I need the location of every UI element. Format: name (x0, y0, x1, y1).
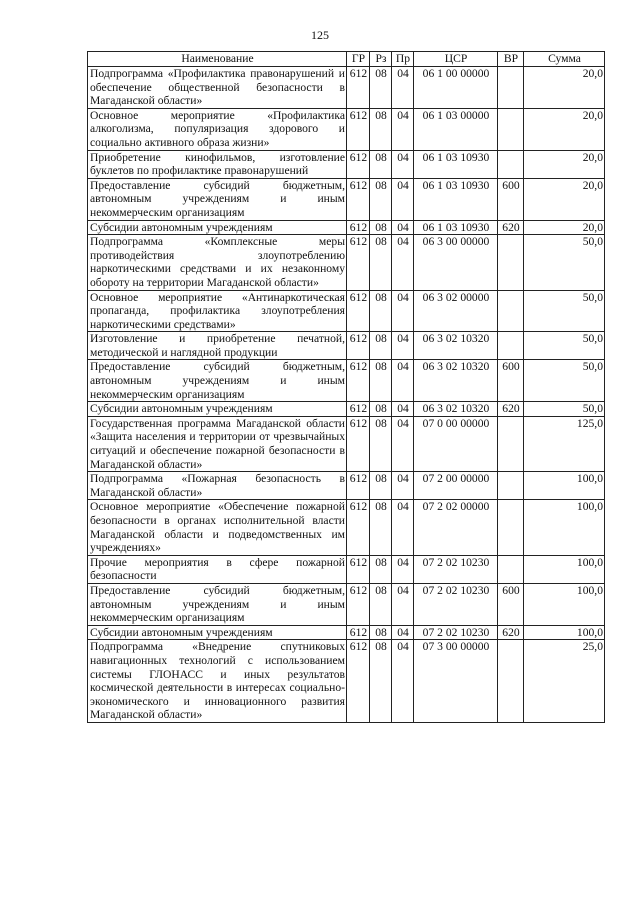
cell-csr: 07 2 00 00000 (414, 472, 498, 500)
cell-rz: 08 (370, 108, 392, 150)
cell-sum: 100,0 (524, 472, 605, 500)
cell-vr (498, 235, 524, 290)
cell-csr: 07 2 02 00000 (414, 500, 498, 555)
cell-pr: 04 (392, 178, 414, 220)
cell-name: Подпрограмма «Пожарная безопасность в Магаданской области» (88, 472, 347, 500)
cell-sum: 100,0 (524, 555, 605, 583)
cell-vr (498, 640, 524, 723)
page-number: 125 (311, 28, 329, 42)
cell-gr: 612 (347, 108, 370, 150)
cell-vr (498, 108, 524, 150)
cell-pr: 04 (392, 583, 414, 625)
cell-sum: 50,0 (524, 360, 605, 402)
table-row (88, 472, 605, 500)
cell-sum: 50,0 (524, 235, 605, 290)
table-row (88, 402, 605, 417)
cell-name: Предоставление субсидий бюджетным, автономным учреждениям и иным некоммерческим организациям (88, 178, 347, 220)
cell-name: Предоставление субсидий бюджетным, автономным учреждениям и иным некоммерческим организациям (88, 583, 347, 625)
cell-csr: 07 3 00 00000 (414, 640, 498, 723)
cell-pr: 04 (392, 416, 414, 471)
cell-sum: 100,0 (524, 583, 605, 625)
cell-rz: 08 (370, 640, 392, 723)
cell-rz: 08 (370, 178, 392, 220)
cell-rz: 08 (370, 416, 392, 471)
cell-pr: 04 (392, 220, 414, 235)
cell-name: Субсидии автономным учреждениям (88, 402, 347, 417)
cell-csr: 07 2 02 10230 (414, 625, 498, 640)
table-row (88, 150, 605, 178)
cell-rz: 08 (370, 472, 392, 500)
cell-gr: 612 (347, 67, 370, 109)
cell-name: Прочие мероприятия в сфере пожарной безопасности (88, 555, 347, 583)
cell-vr: 620 (498, 402, 524, 417)
table-row (88, 583, 605, 625)
cell-vr (498, 332, 524, 360)
cell-rz: 08 (370, 360, 392, 402)
cell-gr: 612 (347, 625, 370, 640)
table-row (88, 235, 605, 290)
cell-name: Основное мероприятие «Обеспечение пожарной безопасности в органах исполнительной власти Магаданской области и подведомственных им учреждениях» (88, 500, 347, 555)
cell-csr: 06 1 03 10930 (414, 220, 498, 235)
budget-table (87, 51, 605, 723)
cell-name: Субсидии автономным учреждениям (88, 625, 347, 640)
cell-pr: 04 (392, 555, 414, 583)
cell-rz: 08 (370, 220, 392, 235)
table-row (88, 290, 605, 332)
cell-sum: 50,0 (524, 290, 605, 332)
cell-pr: 04 (392, 360, 414, 402)
cell-sum: 100,0 (524, 500, 605, 555)
cell-name: Основное мероприятие «Профилактика алкоголизма, популяризация здорового и социально активного образа жизни» (88, 108, 347, 150)
table-row (88, 416, 605, 471)
cell-csr: 06 1 00 00000 (414, 67, 498, 109)
cell-pr: 04 (392, 67, 414, 109)
cell-gr: 612 (347, 555, 370, 583)
table-row (88, 360, 605, 402)
cell-csr: 06 3 02 10320 (414, 402, 498, 417)
cell-csr: 06 3 02 10320 (414, 360, 498, 402)
cell-gr: 612 (347, 290, 370, 332)
cell-gr: 612 (347, 150, 370, 178)
cell-vr (498, 555, 524, 583)
cell-sum: 125,0 (524, 416, 605, 471)
cell-name: Государственная программа Магаданской области «Защита населения и территории от чрезвычайных ситуаций и обеспечение пожарной безопасности в Магаданской области» (88, 416, 347, 471)
cell-csr: 06 3 02 10320 (414, 332, 498, 360)
cell-pr: 04 (392, 290, 414, 332)
table-row (88, 220, 605, 235)
cell-vr (498, 416, 524, 471)
cell-sum: 20,0 (524, 220, 605, 235)
cell-vr (498, 67, 524, 109)
header-pr: Пр (392, 52, 414, 67)
cell-csr: 06 1 03 10930 (414, 150, 498, 178)
table-row (88, 178, 605, 220)
cell-rz: 08 (370, 235, 392, 290)
header-name: Наименование (88, 52, 347, 67)
cell-name: Предоставление субсидий бюджетным, автономным учреждениям и иным некоммерческим организациям (88, 360, 347, 402)
cell-csr: 06 3 02 00000 (414, 290, 498, 332)
cell-sum: 100,0 (524, 625, 605, 640)
cell-csr: 06 1 03 00000 (414, 108, 498, 150)
table-row (88, 555, 605, 583)
table-row (88, 500, 605, 555)
cell-gr: 612 (347, 220, 370, 235)
cell-rz: 08 (370, 150, 392, 178)
cell-vr (498, 150, 524, 178)
cell-vr (498, 472, 524, 500)
cell-gr: 612 (347, 583, 370, 625)
header-gr: ГР (347, 52, 370, 67)
cell-pr: 04 (392, 500, 414, 555)
cell-csr: 07 2 02 10230 (414, 555, 498, 583)
cell-vr: 600 (498, 360, 524, 402)
cell-rz: 08 (370, 500, 392, 555)
table-row (88, 67, 605, 109)
cell-sum: 50,0 (524, 402, 605, 417)
cell-rz: 08 (370, 555, 392, 583)
cell-pr: 04 (392, 150, 414, 178)
cell-gr: 612 (347, 416, 370, 471)
cell-gr: 612 (347, 640, 370, 723)
cell-rz: 08 (370, 290, 392, 332)
cell-vr: 600 (498, 583, 524, 625)
cell-sum: 20,0 (524, 150, 605, 178)
cell-vr: 620 (498, 220, 524, 235)
cell-rz: 08 (370, 67, 392, 109)
cell-rz: 08 (370, 583, 392, 625)
table-header-row (88, 52, 605, 67)
cell-gr: 612 (347, 500, 370, 555)
cell-name: Основное мероприятие «Антинаркотическая пропаганда, профилактика злоупотребления наркотическими средствами» (88, 290, 347, 332)
cell-rz: 08 (370, 332, 392, 360)
header-vr: ВР (498, 52, 524, 67)
table-row (88, 640, 605, 723)
cell-csr: 06 1 03 10930 (414, 178, 498, 220)
cell-sum: 20,0 (524, 178, 605, 220)
cell-gr: 612 (347, 360, 370, 402)
table-row (88, 332, 605, 360)
cell-gr: 612 (347, 178, 370, 220)
cell-vr (498, 290, 524, 332)
cell-vr: 600 (498, 178, 524, 220)
cell-name: Подпрограмма «Профилактика правонарушений и обеспечение общественной безопасности в Магаданской области» (88, 67, 347, 109)
cell-vr (498, 500, 524, 555)
cell-pr: 04 (392, 235, 414, 290)
cell-pr: 04 (392, 472, 414, 500)
cell-gr: 612 (347, 402, 370, 417)
cell-csr: 07 0 00 00000 (414, 416, 498, 471)
cell-sum: 25,0 (524, 640, 605, 723)
cell-sum: 20,0 (524, 67, 605, 109)
table-row (88, 108, 605, 150)
cell-name: Подпрограмма «Комплексные меры противодействия злоупотреблению наркотическими средствами и их незаконному обороту на территории Магаданской области» (88, 235, 347, 290)
cell-pr: 04 (392, 625, 414, 640)
cell-name: Изготовление и приобретение печатной, методической и наглядной продукции (88, 332, 347, 360)
cell-vr: 620 (498, 625, 524, 640)
cell-pr: 04 (392, 640, 414, 723)
table-row (88, 625, 605, 640)
header-csr: ЦСР (414, 52, 498, 67)
cell-name: Подпрограмма «Внедрение спутниковых навигационных технологий с использованием системы ГЛОНАСС и иных результатов космической деятельности в интересах социально-экономического и инновационного развития Магаданской области» (88, 640, 347, 723)
cell-rz: 08 (370, 402, 392, 417)
cell-name: Субсидии автономным учреждениям (88, 220, 347, 235)
cell-gr: 612 (347, 235, 370, 290)
cell-sum: 20,0 (524, 108, 605, 150)
cell-name: Приобретение кинофильмов, изготовление буклетов по профилактике правонарушений (88, 150, 347, 178)
header-rz: Рз (370, 52, 392, 67)
cell-rz: 08 (370, 625, 392, 640)
cell-csr: 06 3 00 00000 (414, 235, 498, 290)
cell-pr: 04 (392, 402, 414, 417)
cell-csr: 07 2 02 10230 (414, 583, 498, 625)
header-sum: Сумма (524, 52, 605, 67)
cell-pr: 04 (392, 332, 414, 360)
cell-sum: 50,0 (524, 332, 605, 360)
cell-pr: 04 (392, 108, 414, 150)
cell-gr: 612 (347, 332, 370, 360)
cell-gr: 612 (347, 472, 370, 500)
